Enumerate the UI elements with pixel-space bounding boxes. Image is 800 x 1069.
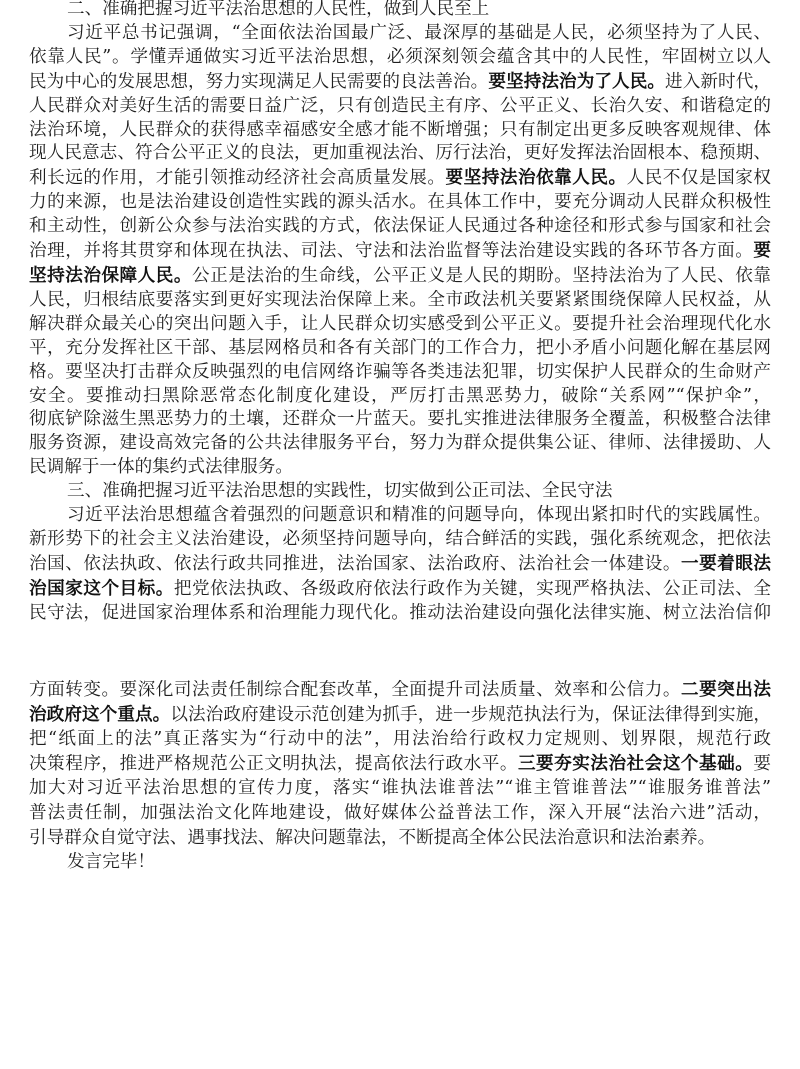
text-line	[29, 337, 771, 361]
text-line	[29, 361, 771, 385]
text-segment: 现人民意志、符合公平正义的良法，更加重视法治、厉行法治，更好发挥法治固根本、稳预期、	[29, 143, 771, 164]
text-segment: 利长远的作用，才能引领推动经济社会高质量发展。	[29, 168, 446, 189]
text-segment: 三、准确把握习近平法治思想的实践性，切实做到公正司法、全民守法	[67, 481, 613, 502]
bold-text: 二要突出法	[680, 679, 771, 700]
text-segment: 依靠人民”。学懂弄通做实习近平法治思想，必须深刻领会蕴含其中的人民性，牢固树立以人	[29, 46, 771, 67]
text-segment: 公正是法治的生命线，公平正义是人民的期盼。坚持法治为了人民、依靠	[192, 265, 771, 286]
text-segment: 服务资源，建设高效完备的公共法律服务平台，努力为群众提供集公证、律师、法律援助、人	[29, 433, 771, 454]
text-segment: 力的来源，也是法治建设创造性实践的源头活水。在具体工作中，要充分调动人民群众积极性	[29, 192, 771, 213]
text-line	[29, 70, 771, 95]
text-line	[29, 456, 771, 480]
bold-text: 一要着眼法	[680, 552, 771, 574]
text-line	[29, 850, 771, 875]
text-line	[29, 826, 771, 851]
text-line	[29, 313, 771, 337]
text-line	[29, 264, 771, 289]
text-segment: 二、准确把握习近平法治思想的人民性，做到人民至上	[67, 0, 490, 19]
bold-text: 坚持法治保障人民。	[29, 264, 192, 286]
text-segment: 新形势下的社会主义法治建设，必须坚持问题导向，结合鲜活的实践，强化系统观念，把依法	[29, 528, 771, 549]
text-line	[29, 552, 771, 577]
text-segment: 人民群众对美好生活的需要日益广泛，只有创造民主有序、公平正义、长治久安、和谐稳定的	[29, 95, 771, 116]
bold-text: 要坚持法治为了人民。	[488, 70, 666, 92]
bold-text: 三要夯实法治社会这个基础。	[517, 752, 754, 774]
text-line	[29, 289, 771, 313]
text-segment: 治国、依法执政、依法行政共同推进，法治国家、法治政府、法治社会一体建设。	[29, 553, 681, 574]
text-segment: 习近平法治思想蕴含着强烈的问题意识和精准的问题导向，体现出紧扣时代的实践属性。	[67, 505, 771, 526]
bold-text: 要坚持法治依靠人民。	[445, 167, 627, 189]
text-line	[29, 22, 771, 46]
text-line	[29, 577, 771, 602]
section-heading	[29, 480, 771, 504]
bold-text: 治国家这个目标。	[29, 577, 174, 599]
section-heading	[29, 0, 771, 22]
text-line	[29, 239, 771, 264]
text-segment: 平，充分发挥社区干部、基层网格员和各有关部门的工作合力，把小矛盾小问题化解在基层网	[29, 337, 771, 358]
text-segment: 人民不仅是国家权	[626, 168, 771, 189]
text-line	[29, 385, 771, 409]
text-segment: 方面转变。要深化司法责任制综合配套改革，全面提升司法质量、效率和公信力。	[29, 680, 681, 700]
text-line	[29, 46, 771, 70]
text-segment: 和主动性，创新公众参与法治实践的方式，依法保证人民通过各种途径和形式参与国家和社会	[29, 216, 771, 237]
text-segment: 发言完毕！	[67, 852, 155, 873]
text-segment: 把“纸面上的法”真正落实为“行动中的法”，用法治给行政权力定规则、划界限，规范行政	[29, 729, 771, 750]
text-line	[29, 408, 771, 432]
text-segment: 引导群众自觉守法、遇事找法、解决问题靠法，不断提高全体公民法治意识和法治素养。	[29, 827, 716, 848]
text-segment: 决策程序，推进严格规范公正文明执法，提高依法行政水平。	[29, 753, 518, 774]
text-line	[29, 504, 771, 528]
text-line	[29, 432, 771, 456]
text-line	[29, 119, 771, 143]
text-segment: 民调解于一体的集约式法律服务。	[29, 457, 293, 478]
text-line	[29, 191, 771, 215]
text-line	[29, 776, 771, 801]
text-segment: 格。要坚决打击群众反映强烈的电信网络诈骗等各类违法犯罪，切实保护人民群众的生命财产	[29, 361, 771, 382]
text-segment: 把党依法执政、各级政府依法行政作为关键，实现严格执法、公正司法、全	[173, 578, 771, 599]
text-line	[29, 528, 771, 552]
text-line	[29, 703, 771, 728]
bold-text: 要	[753, 240, 771, 262]
text-segment: 民为中心的发展思想，努力实现满足人民需要的良法善治。	[29, 71, 489, 92]
text-line	[29, 142, 771, 166]
text-segment: 普法责任制，加强法治文化阵地建设，做好媒体公益普法工作，深入开展“法治六进”活动，	[29, 802, 771, 823]
text-segment: 彻底铲除滋生黑恶势力的土壤，还群众一片蓝天。要扎实推进法律服务全覆盖，积极整合法律	[29, 409, 771, 430]
text-line	[29, 752, 771, 777]
text-line	[29, 602, 771, 626]
text-segment: 要	[753, 753, 771, 774]
text-segment: 民守法，促进国家治理体系和治理能力现代化。推动法治建设向强化法律实施、树立法治信仰	[29, 602, 771, 623]
text-segment: 加大对习近平法治思想的宣传力度，落实“谁执法谁普法”“谁主管谁普法”“谁服务谁普法”	[29, 778, 771, 799]
text-line	[29, 215, 771, 239]
text-segment: 进入新时代，	[665, 71, 771, 92]
text-segment: 治理，并将其贯穿和体现在执法、司法、守法和法治监督等法治建设实践的各环节各方面。	[29, 241, 754, 262]
text-segment: 法治环境，人民群众的获得感幸福感安全感才能不断增强；只有制定出更多反映客观规律、体	[29, 119, 771, 140]
document-page-2-text	[29, 678, 771, 875]
text-line	[29, 166, 771, 191]
bold-text: 治政府这个重点。	[29, 703, 171, 725]
text-segment: 习近平总书记强调，“全面依法治国最广泛、最深厚的基础是人民，必须坚持为了人民、	[67, 22, 771, 43]
text-segment: 以法治政府建设示范创建为抓手，进一步规范执法行为，保证法律得到实施，	[170, 704, 771, 725]
document-page-1-text	[29, 0, 771, 626]
text-segment: 安全。要推动扫黑除恶常态化制度化建设，严厉打击黑恶势力，破除“关系网”“保护伞”，	[29, 385, 771, 406]
text-segment: 人民，归根结底要落实到更好实现法治保障上来。全市政法机关要紧紧围绕保障人民权益，从	[29, 289, 771, 310]
text-line	[29, 95, 771, 119]
text-line	[29, 727, 771, 752]
text-segment: 解决群众最关心的突出问题入手，让人民群众切实感受到公平正义。要提升社会治理现代化水	[29, 313, 771, 334]
text-line	[29, 801, 771, 826]
text-line	[29, 678, 771, 703]
